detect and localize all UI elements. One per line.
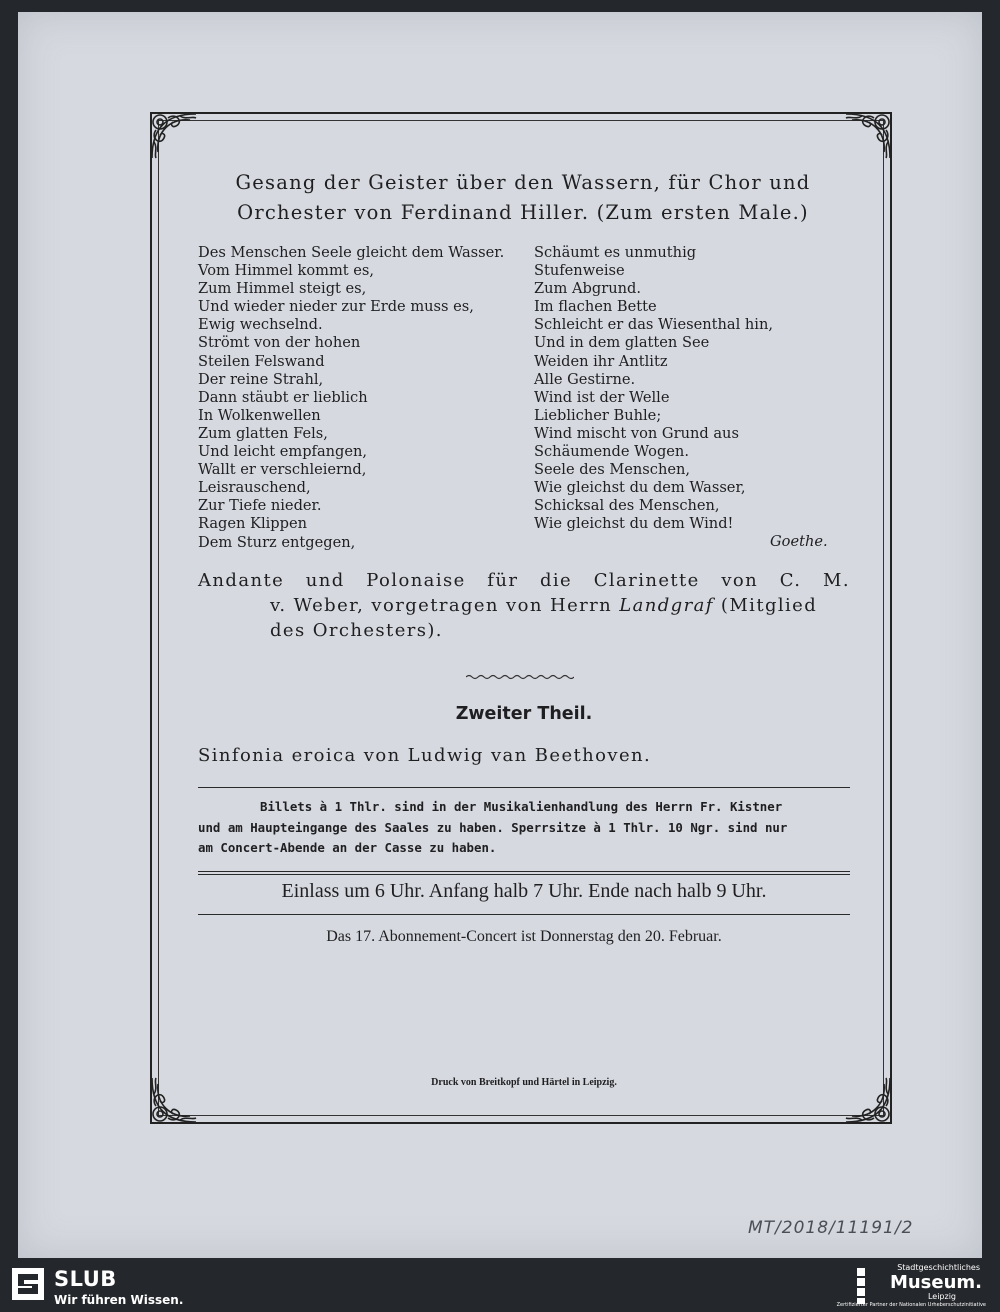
ticket-info-line: Billets à 1 Thlr. sind in der Musikalienhandlung des Herrn Fr. Kistner: [260, 799, 783, 814]
slub-logo-icon[interactable]: [10, 1266, 46, 1302]
poem-line: Zur Tiefe nieder.: [198, 497, 322, 515]
poem-author: Goethe.: [770, 533, 828, 550]
poem-line: Ragen Klippen: [198, 515, 307, 533]
museum-name[interactable]: Museum.: [889, 1272, 982, 1293]
poem-column-left: [198, 244, 504, 552]
piece-andante-polonaise: [198, 568, 850, 643]
museum-city: Leipzig: [927, 1292, 956, 1301]
piece-line-text: (Mitglied: [713, 595, 818, 616]
poem-line: Leisrauschend,: [198, 479, 311, 497]
poem-line: In Wolkenwellen: [198, 406, 321, 424]
divider-line: [198, 914, 850, 915]
poem-line: Schicksal des Menschen,: [534, 497, 720, 515]
slub-name[interactable]: SLUB: [54, 1267, 117, 1291]
poem-line: Im flachen Bette: [534, 298, 657, 316]
poem-line: Dann stäubt er lieblich: [198, 388, 368, 406]
poem-line: Wind ist der Welle: [534, 388, 670, 406]
ticket-info-line: am Concert-Abende an der Casse zu haben.: [198, 840, 497, 855]
poem-line: Des Menschen Seele gleicht dem Wasser.: [198, 244, 505, 261]
poem-line: Seele des Menschen,: [534, 461, 691, 479]
ticket-info-line: und am Haupteingange des Saales zu haben. Sperrsitze à 1 Thlr. 10 Ngr. sind nur: [198, 819, 788, 835]
piece-line: Andante und Polonaise für die Clarinette von C. M.: [198, 570, 850, 591]
poem-line: Schäumende Wogen.: [534, 443, 689, 461]
poem-line: Alle Gestirne.: [534, 370, 636, 388]
poem-line: Vom Himmel kommt es,: [198, 262, 375, 280]
printer-imprint: Druck von Breitkopf und Härtel in Leipzig.: [431, 1077, 617, 1088]
poem-line: Weiden ihr Antlitz: [534, 352, 668, 370]
divider-line: [198, 871, 850, 872]
slub-slogan: Wir führen Wissen.: [54, 1293, 184, 1307]
sinfonia-title: Sinfonia eroica von Ludwig van Beethoven.: [198, 745, 652, 766]
poem-line: Schäumt es unmuthig: [534, 244, 697, 261]
poem-line: Der reine Strahl,: [198, 370, 324, 388]
admission-times: Einlass um 6 Uhr. Anfang halb 7 Uhr. Ende nach halb 9 Uhr.: [281, 880, 767, 902]
shelfmark: MT/2018/11191/2: [748, 1218, 914, 1238]
piece-title: [190, 168, 856, 228]
piece-line: des Orchesters).: [270, 620, 443, 641]
poem-line: Schleicht er das Wiesenthal hin,: [534, 316, 773, 334]
poem-line: Steilen Felswand: [198, 352, 325, 370]
viewer-footer: [0, 1258, 1000, 1312]
poem-line: Zum Himmel steigt es,: [198, 280, 367, 298]
divider-line: [198, 874, 850, 875]
poem-line: Dem Sturz entgegen,: [198, 533, 356, 551]
poem-line: Und in dem glatten See: [534, 334, 710, 352]
poem-line: Stufenweise: [534, 262, 625, 280]
poem-line: Zum Abgrund.: [534, 280, 641, 298]
museum-tagline: Zertifizierter Partner der Nationalen Urheberschutzinitiative: [836, 1302, 986, 1308]
corner-ornament-icon: [146, 108, 202, 164]
poem-line: Ewig wechselnd.: [198, 316, 323, 334]
poem-line: Lieblicher Buhle;: [534, 406, 662, 424]
poem-line: Zum glatten Fels,: [198, 424, 328, 442]
poem-line: Wallt er verschleiernd,: [198, 461, 367, 479]
corner-ornament-icon: [840, 108, 896, 164]
museum-label: Stadtgeschichtliches: [897, 1263, 980, 1272]
wavy-divider: [466, 672, 574, 682]
poem-line: Strömt von der hohen: [198, 334, 361, 352]
divider-line: [198, 787, 850, 788]
piece-title-line: Gesang der Geister über den Wassern, für Chor und: [235, 171, 811, 194]
part-two-heading: Zweiter Theil.: [455, 704, 593, 724]
poem-line: Wie gleichst du dem Wasser,: [534, 479, 746, 497]
poem-line: Wie gleichst du dem Wind!: [534, 515, 734, 533]
next-concert-notice: Das 17. Abonnement-Concert ist Donnerstag den 20. Februar.: [326, 928, 722, 945]
corner-ornament-icon: [146, 1072, 202, 1128]
poem-line: Und leicht empfangen,: [198, 443, 368, 461]
museum-logo-icon: [856, 1266, 866, 1306]
poem-line: Wind mischt von Grund aus: [534, 424, 739, 442]
performer-name: Landgraf: [619, 595, 714, 616]
poem-column-right: [534, 244, 773, 534]
piece-line: [198, 593, 850, 618]
piece-title-line: Orchester von Ferdinand Hiller. (Zum ersten Male.): [237, 201, 809, 224]
poem-line: Und wieder nieder zur Erde muss es,: [198, 298, 474, 316]
ticket-info: [198, 797, 850, 859]
piece-line-text: v. Weber, vorgetragen von Herrn: [270, 595, 620, 616]
